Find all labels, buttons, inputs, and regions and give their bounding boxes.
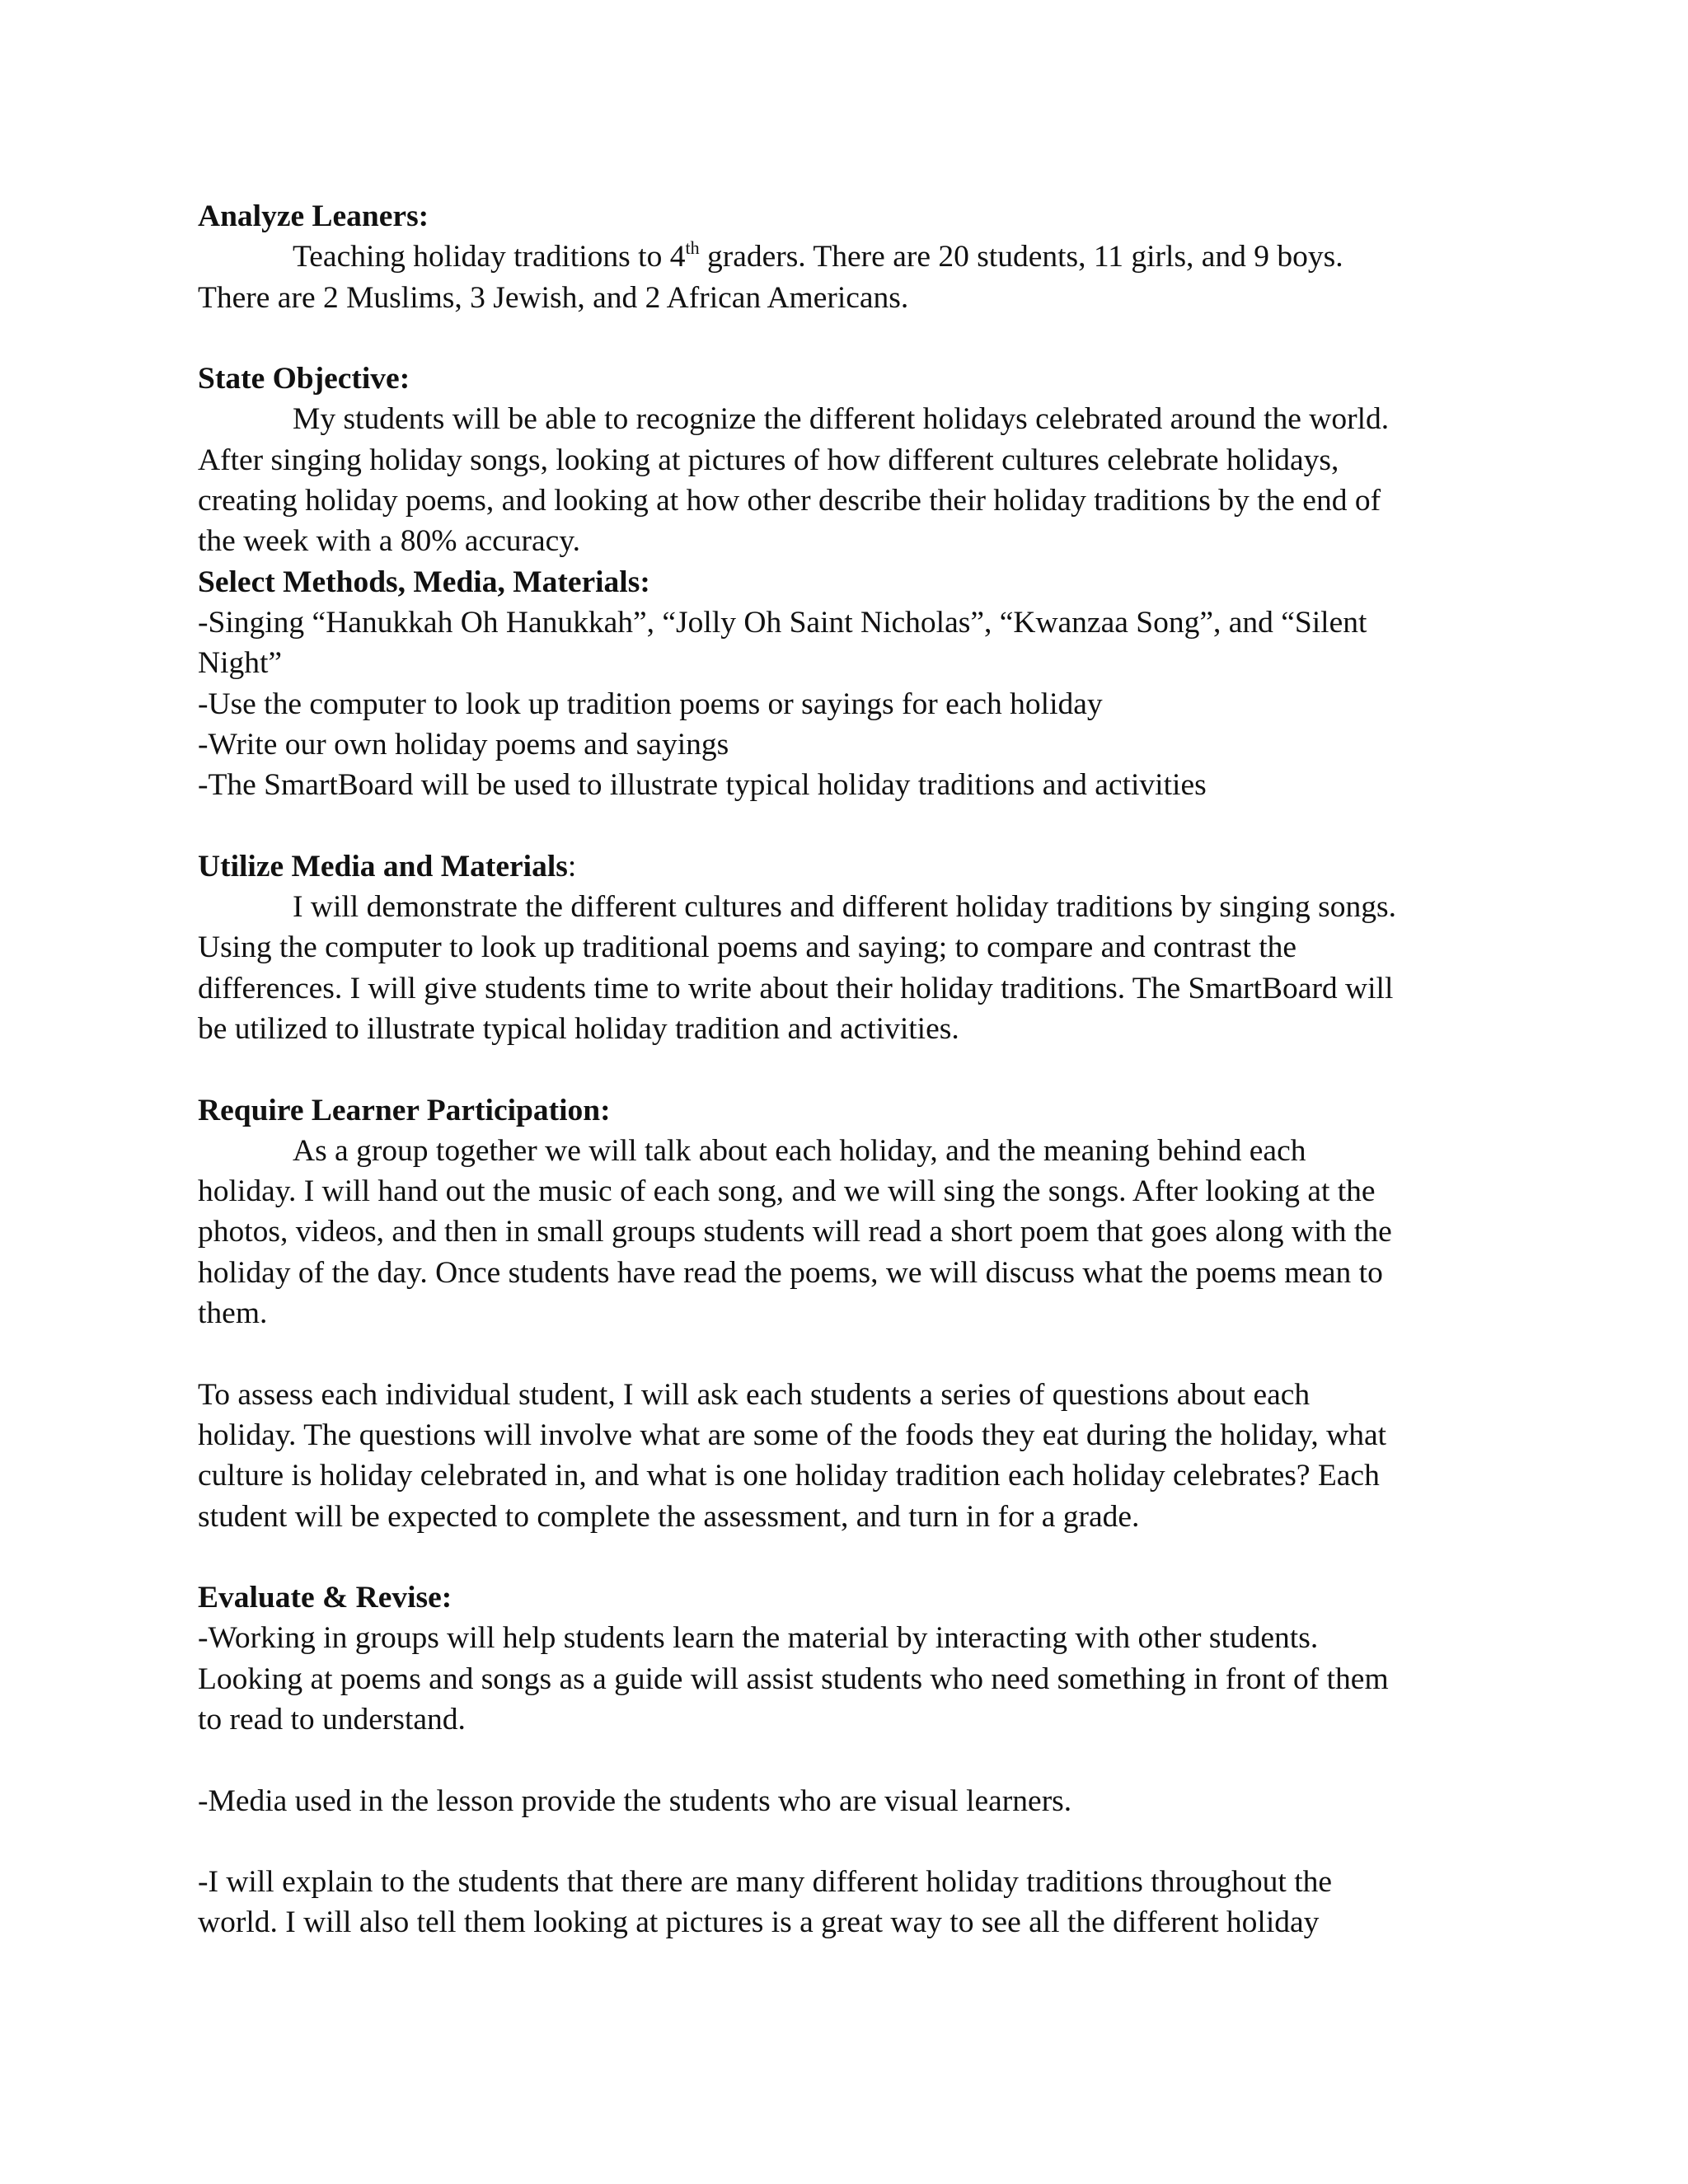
methods-line: -The SmartBoard will be used to illustrate typical holiday traditions and activities [198, 768, 1207, 803]
utilize-line: differences. I will give students time to write about their holiday traditions. The SmartBoard will [198, 971, 1394, 1005]
objective-heading: State Objective: [198, 362, 410, 396]
objective-line: After singing holiday songs, looking at pictures of how different cultures celebrate holidays, [198, 443, 1339, 477]
assessment-line: student will be expected to complete the assessment, and turn in for a grade. [198, 1499, 1140, 1534]
evaluate-heading: Evaluate & Revise: [198, 1581, 452, 1615]
assessment-line: culture is holiday celebrated in, and what is one holiday tradition each holiday celebrates? Each [198, 1459, 1380, 1493]
analyze-line-1 [198, 237, 1517, 277]
evaluate-line: -Media used in the lesson provide the students who are visual learners. [198, 1783, 1072, 1818]
participation-line: holiday of the day. Once students have read the poems, we will discuss what the poems mean to [198, 1255, 1383, 1290]
participation-line: As a group together we will talk about each holiday, and the meaning behind each [293, 1133, 1306, 1168]
methods-line: -Write our own holiday poems and sayings [198, 727, 729, 762]
analyze-line-1-pre: Teaching holiday traditions to 4 [293, 240, 686, 274]
objective-line: the week with a 80% accuracy. [198, 524, 581, 559]
analyze-line-2: There are 2 Muslims, 3 Jewish, and 2 African Americans. [198, 280, 909, 315]
objective-line: creating holiday poems, and looking at how other describe their holiday traditions by the end of [198, 484, 1381, 518]
assessment-line: To assess each individual student, I will ask each students a series of questions about each [198, 1377, 1311, 1412]
methods-line: -Singing “Hanukkah Oh Hanukkah”, “Jolly Oh Saint Nicholas”, “Kwanzaa Song”, and “Silent [198, 605, 1367, 640]
participation-line: photos, videos, and then in small groups students will read a short poem that goes along with the [198, 1215, 1392, 1249]
evaluate-line: -I will explain to the students that there are many different holiday traditions throughout the [198, 1865, 1333, 1900]
spacer [198, 1049, 1517, 1090]
spacer [198, 318, 1517, 359]
assessment-line: holiday. The questions will involve what are some of the foods they eat during the holiday, what [198, 1418, 1387, 1452]
ordinal-superscript: th [685, 237, 700, 258]
spacer [198, 1537, 1517, 1577]
participation-heading: Require Learner Participation: [198, 1093, 611, 1127]
participation-line: them. [198, 1296, 268, 1331]
participation-line: holiday. I will hand out the music of each song, and we will sing the songs. After looking at the [198, 1174, 1376, 1209]
spacer [198, 1740, 1517, 1780]
evaluate-line: world. I will also tell them looking at pictures is a great way to see all the different holiday [198, 1905, 1320, 1940]
spacer [198, 1333, 1517, 1374]
methods-heading: Select Methods, Media, Materials: [198, 565, 650, 599]
objective-line: My students will be able to recognize the different holidays celebrated around the world. [293, 402, 1390, 437]
utilize-heading-colon: : [567, 849, 577, 883]
document-page [198, 196, 1517, 1943]
evaluate-line: to read to understand. [198, 1702, 466, 1736]
evaluate-line: Looking at poems and songs as a guide will assist students who need something in front of them [198, 1661, 1389, 1696]
utilize-line: be utilized to illustrate typical holiday tradition and activities. [198, 1011, 959, 1046]
methods-line: Night” [198, 646, 283, 681]
spacer [198, 1821, 1517, 1862]
spacer [198, 805, 1517, 846]
methods-line: -Use the computer to look up tradition poems or sayings for each holiday [198, 687, 1103, 721]
utilize-heading-row [198, 846, 1517, 887]
utilize-line: I will demonstrate the different cultures and different holiday traditions by singing songs. [293, 890, 1396, 925]
evaluate-line: -Working in groups will help students learn the material by interacting with other students. [198, 1621, 1319, 1656]
analyze-heading: Analyze Leaners: [198, 199, 429, 233]
analyze-line-1-post: graders. There are 20 students, 11 girls, and 9 boys. [699, 240, 1343, 274]
utilize-line: Using the computer to look up traditional poems and saying; to compare and contrast the [198, 930, 1297, 965]
utilize-heading: Utilize Media and Materials [198, 849, 568, 883]
